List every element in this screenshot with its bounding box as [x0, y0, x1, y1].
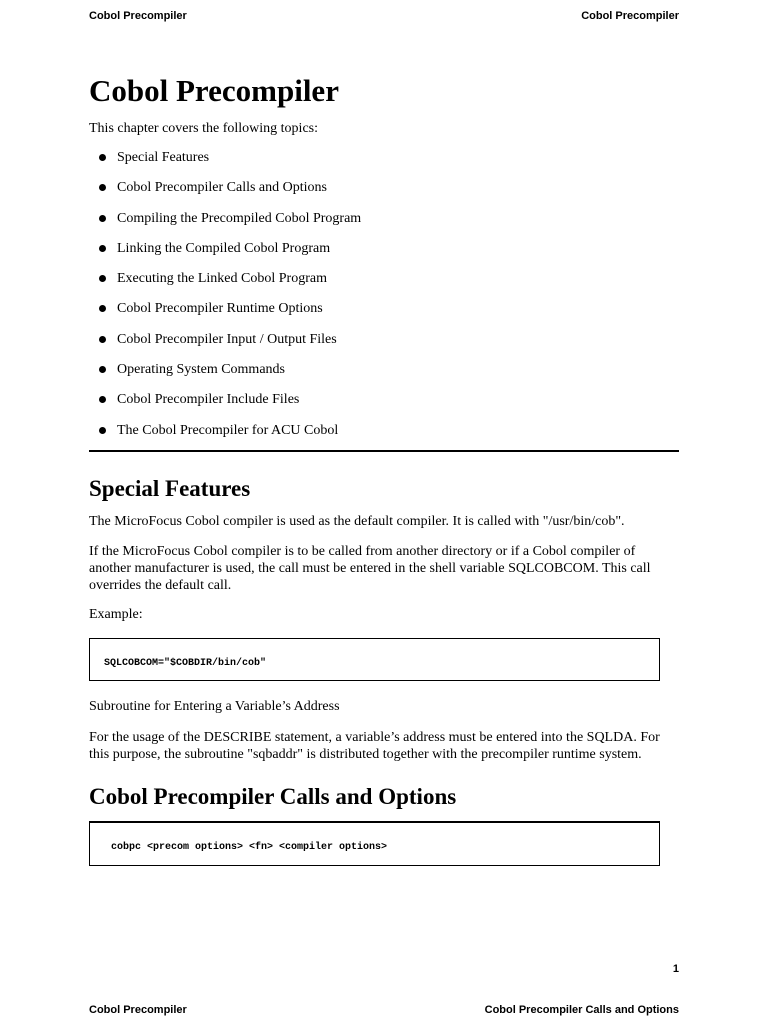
section-heading-calls-options: Cobol Precompiler Calls and Options	[89, 784, 457, 809]
bullet-icon	[99, 396, 106, 403]
footer-left: Cobol Precompiler	[89, 1004, 187, 1016]
page-number: 1	[672, 963, 679, 975]
subroutine-paragraph: For the usage of the DESCRIBE statement, a variable’s address must be entered into the SQLDA. For this purpose, the subroutine "sqbaddr" is distributed together with the precompiler runtime system.	[89, 730, 660, 762]
calls-code: cobpc <precom options> <fn> <compiler options>	[111, 842, 388, 853]
running-header	[89, 10, 679, 22]
topic-item[interactable]: Cobol Precompiler Include Files	[89, 390, 361, 420]
section-heading-special-features: Special Features	[89, 476, 251, 501]
bullet-icon	[99, 215, 106, 222]
bullet-icon	[99, 305, 106, 312]
section-divider	[89, 450, 679, 452]
footer-right: Cobol Precompiler Calls and Options	[484, 1004, 679, 1016]
running-footer	[89, 1004, 679, 1016]
bullet-icon	[99, 184, 106, 191]
topic-item[interactable]: Compiling the Precompiled Cobol Program	[89, 209, 361, 239]
topic-item[interactable]: Operating System Commands	[89, 360, 361, 390]
special-features-paragraph-2: If the MicroFocus Cobol compiler is to be called from another directory or if a Cobol compiler of another manufacturer is used, the call must be entered in the shell variable SQLCOBCOM. This call overrides the default call.	[89, 544, 651, 593]
bullet-icon	[99, 366, 106, 373]
topic-item[interactable]: Cobol Precompiler Runtime Options	[89, 299, 361, 329]
page-title: Cobol Precompiler	[89, 73, 339, 108]
topic-item[interactable]: Executing the Linked Cobol Program	[89, 269, 361, 299]
topic-item[interactable]: Linking the Compiled Cobol Program	[89, 239, 361, 269]
bullet-icon	[99, 275, 106, 282]
example-code-box	[89, 638, 660, 681]
header-right: Cobol Precompiler	[581, 10, 679, 22]
special-features-paragraph-1: The MicroFocus Cobol compiler is used as the default compiler. It is called with "/usr/bin/cob".	[89, 514, 625, 529]
topic-list	[89, 148, 361, 451]
topic-item[interactable]: Special Features	[89, 148, 361, 178]
bullet-icon	[99, 336, 106, 343]
example-code: SQLCOBCOM="$COBDIR/bin/cob"	[104, 658, 267, 669]
subroutine-title: Subroutine for Entering a Variable’s Address	[89, 699, 340, 714]
example-label: Example:	[89, 607, 143, 622]
calls-code-box	[89, 821, 660, 866]
topic-item[interactable]: Cobol Precompiler Calls and Options	[89, 178, 361, 208]
header-left: Cobol Precompiler	[89, 10, 187, 22]
bullet-icon	[99, 154, 106, 161]
bullet-icon	[99, 245, 106, 252]
topic-item[interactable]: Cobol Precompiler Input / Output Files	[89, 330, 361, 360]
topic-item[interactable]: The Cobol Precompiler for ACU Cobol	[89, 421, 361, 451]
bullet-icon	[99, 427, 106, 434]
intro-text: This chapter covers the following topics:	[89, 121, 318, 136]
